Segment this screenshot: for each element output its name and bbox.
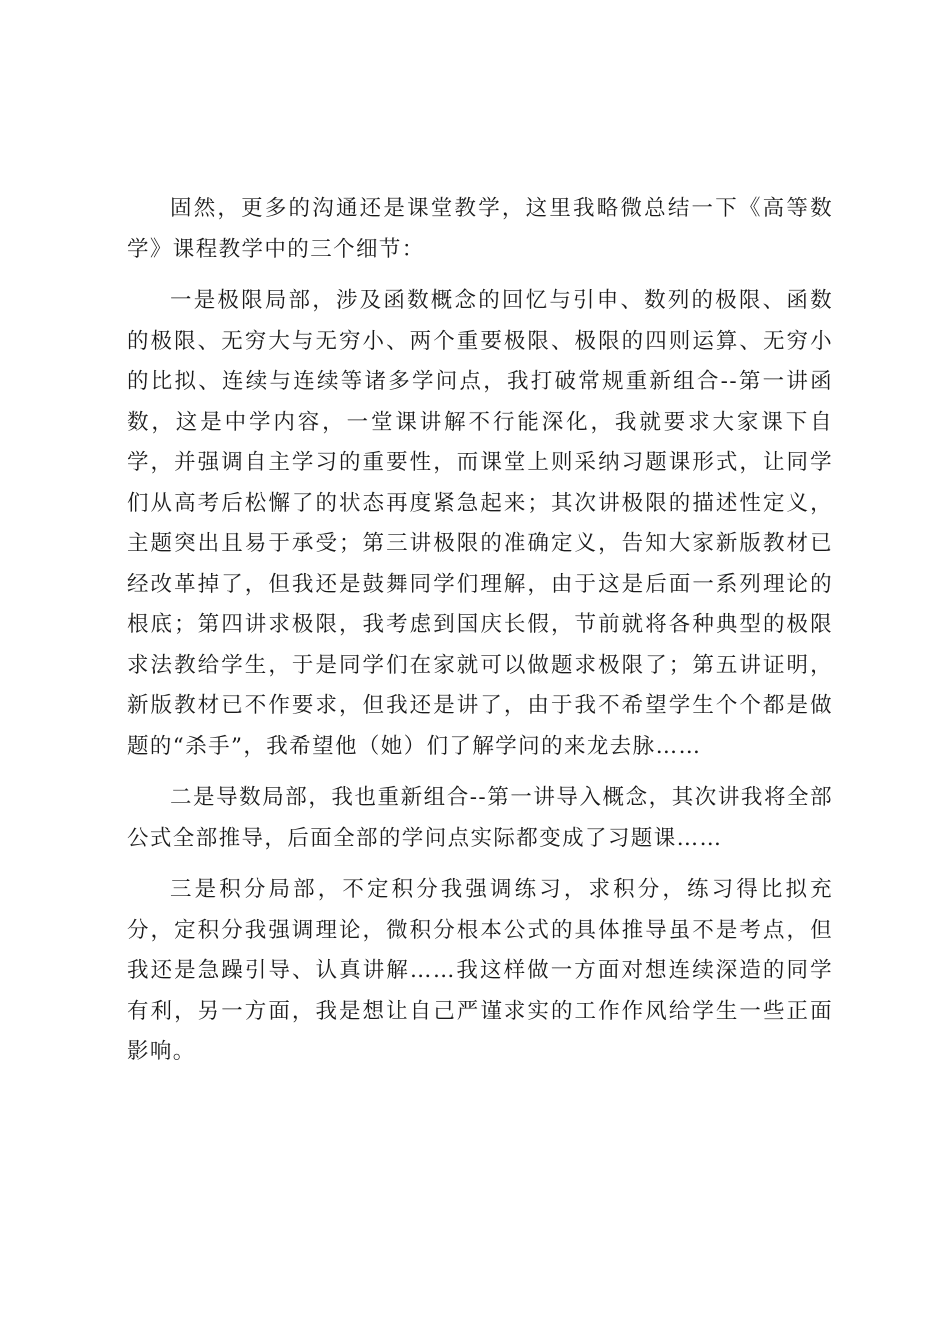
- paragraph-intro: 固然，更多的沟通还是课堂教学，这里我略微总结一下《高等数学》课程教学中的三个细节：: [127, 196, 833, 262]
- paragraph-integrals: 三是积分局部，不定积分我强调练习，求积分，练习得比拟充分，定积分我强调理论，微积分根本公式的具体推导虽不是考点，但我还是急躁引导、认真讲解……我这样做一方面对想连续深造的同学有利，另一方面，我是想让自己严谨求实的工作作风给学生一些正面影响。: [127, 877, 833, 1064]
- paragraph-derivatives: 二是导数局部，我也重新组合--第一讲导入概念，其次讲我将全部公式全部推导，后面全部的学问点实际都变成了习题课……: [127, 785, 833, 851]
- document-body: [127, 189, 833, 1073]
- paragraph-limits: 一是极限局部，涉及函数概念的回忆与引申、数列的极限、函数的极限、无穷大与无穷小、两个重要极限、极限的四则运算、无穷小的比拟、连续与连续等诸多学问点，我打破常规重新组合--第一讲函数，这是中学内容，一堂课讲解不行能深化，我就要求大家课下自学，并强调自主学习的重要性，而课堂上则采纳习题课形式，让同学们从高考后松懈了的状态再度紧急起来；其次讲极限的描述性定义，主题突出且易于承受；第三讲极限的准确定义，告知大家新版教材已经改革掉了，但我还是鼓舞同学们理解，由于这是后面一系列理论的根底；第四讲求极限，我考虑到国庆长假，节前就将各种典型的极限求法教给学生，于是同学们在家就可以做题求极限了；第五讲证明，新版教材已不作要求，但我还是讲了，由于我不希望学生个个都是做题的“杀手”，我希望他（她）们了解学问的来龙去脉……: [127, 288, 833, 759]
